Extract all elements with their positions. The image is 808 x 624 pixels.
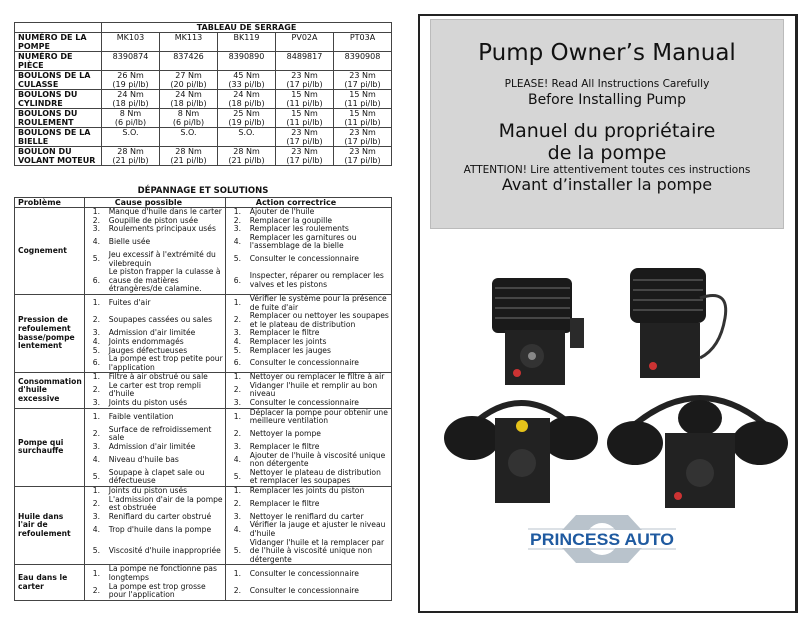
torque-value: S.O. <box>160 128 218 147</box>
action-number: 5. <box>225 539 248 565</box>
action-number: 2. <box>225 583 248 601</box>
action-number: 3. <box>233 442 241 452</box>
action-text: Nettoyer le plateau de distribution et remplacer les soupapes <box>248 469 392 487</box>
torque-value: 837426 <box>160 52 218 71</box>
troubleshooting-title: DÉPANNAGE ET SOLUTIONS <box>137 186 269 196</box>
action-text: Déplacer la pompe pour obtenir une meilleure ventilation <box>248 408 392 426</box>
cause-number: 3. <box>92 442 100 452</box>
action-number: 1. <box>225 408 248 426</box>
torque-row <box>15 52 392 71</box>
torque-value: 15 Nm (11 pi/lb) <box>334 109 392 128</box>
torque-value: 28 Nm (21 pi/lb) <box>160 147 218 166</box>
torque-value: S.O. <box>218 128 276 147</box>
action-text: Vidanger l'huile et remplir au bon niveau <box>248 382 392 399</box>
action-number: 4. <box>233 237 241 247</box>
cause-text: Bielle usée <box>107 234 226 251</box>
problem-label: Cognement <box>15 208 85 295</box>
cause-text: Le piston frapper la culasse à cause de matières étrangères/de calamine. <box>107 268 226 294</box>
torque-row <box>15 147 392 166</box>
cause-text: Viscosité d'huile inappropriée <box>107 539 226 565</box>
action-text: Remplacer le filtre <box>248 443 392 452</box>
torque-value: 25 Nm (19 pi/lb) <box>218 109 276 128</box>
header-cause: Cause possible <box>84 198 225 208</box>
action-number: 6. <box>225 268 248 294</box>
action-text: Ajouter de l'huile <box>248 208 392 217</box>
action-number: 5. <box>233 345 241 355</box>
torque-value: 15 Nm (11 pi/lb) <box>334 90 392 109</box>
action-text: Vérifier la jauge et ajuster le niveau d'huile <box>248 521 392 538</box>
action-text: Remplacer les roulements <box>248 225 392 234</box>
torque-value: 8390874 <box>102 52 160 71</box>
cause-text: Soupapes cassées ou sales <box>107 312 226 329</box>
torque-value: 15 Nm (11 pi/lb) <box>276 90 334 109</box>
action-number: 3. <box>233 511 241 521</box>
cause-text: Goupille de piston usée <box>107 217 226 226</box>
torque-value: 24 Nm (18 pi/lb) <box>102 90 160 109</box>
cause-text: Soupape à clapet sale ou défectueuse <box>107 469 226 487</box>
torque-value: 28 Nm (21 pi/lb) <box>218 147 276 166</box>
torque-value: 26 Nm (19 pi/lb) <box>102 71 160 90</box>
torque-row-label: BOULONS DE LA BIELLE <box>15 128 102 147</box>
cause-text: L'admission d'air de la pompe est obstruée <box>107 496 226 513</box>
torque-value: 45 Nm (33 pi/lb) <box>218 71 276 90</box>
torque-value: 23 Nm (17 pi/lb) <box>276 128 334 147</box>
cause-text: Faible ventilation <box>107 408 226 426</box>
action-text: Remplacer les joints <box>248 338 392 347</box>
cause-text: Admission d'air limitée <box>107 443 226 452</box>
cause-text: Trop d'huile dans la pompe <box>107 521 226 538</box>
torque-value: BK119 <box>218 33 276 52</box>
subtitle-english: Before Installing Pump <box>527 92 687 108</box>
action-text: Nettoyer la pompe <box>248 426 392 443</box>
action-number: 3. <box>225 399 248 408</box>
cause-number: 4. <box>92 336 100 346</box>
action-text: Vidanger l'huile et la remplacer par de l'huile à viscosité unique non détergente <box>248 539 392 565</box>
cause-number: 6. <box>84 268 107 294</box>
torque-value: 24 Nm (18 pi/lb) <box>218 90 276 109</box>
cause-number: 5. <box>84 539 107 565</box>
action-text: Vérifier le système pour la présence de fuite d'air <box>248 294 392 312</box>
cause-text: La pompe est trop grosse pour l'application <box>107 583 226 601</box>
torque-value: 28 Nm (21 pi/lb) <box>102 147 160 166</box>
pump-image-3 <box>444 403 598 503</box>
cover-title-box <box>430 19 784 229</box>
princess-auto-logo <box>528 513 676 565</box>
torque-value: 8 Nm (6 pi/lb) <box>102 109 160 128</box>
action-number: 1. <box>225 208 248 217</box>
cause-number: 2. <box>92 385 100 395</box>
action-number: 3. <box>233 328 241 338</box>
action-text: Remplacer ou nettoyer les soupapes et le plateau de distribution <box>248 312 392 329</box>
action-text: Remplacer les joints du piston <box>248 487 392 496</box>
cause-text: Joints du piston usés <box>107 487 226 496</box>
warning-english: PLEASE! Read All Instructions Carefully <box>504 78 710 90</box>
action-number: 3. <box>233 224 241 234</box>
cause-number: 2. <box>92 429 100 439</box>
torque-value: PT03A <box>334 33 392 52</box>
action-number: 4. <box>233 454 241 464</box>
cause-text: La pompe ne fonctionne pas longtemps <box>107 565 226 583</box>
cause-number: 3. <box>84 399 107 408</box>
action-number: 1. <box>225 487 248 496</box>
action-text: Consulter le concessionnaire <box>248 583 392 601</box>
action-text: Remplacer les jauges <box>248 347 392 356</box>
torque-value: 27 Nm (20 pi/lb) <box>160 71 218 90</box>
action-number: 1. <box>225 294 248 312</box>
problem-label: Eau dans le carter <box>15 565 85 600</box>
torque-value: 8390890 <box>218 52 276 71</box>
title-french-1: Manuel du propriétaire <box>498 120 716 142</box>
torque-value: MK113 <box>160 33 218 52</box>
cause-number: 1. <box>84 487 107 496</box>
torque-value: 23 Nm (17 pi/lb) <box>276 71 334 90</box>
action-number: 5. <box>233 254 241 264</box>
cause-text: Le carter est trop rempli d'huile <box>107 382 226 399</box>
cause-number: 6. <box>84 355 107 373</box>
action-text: Inspecter, réparer ou remplacer les valves et les pistons <box>248 268 392 294</box>
action-number: 4. <box>233 524 241 534</box>
action-text: Remplacer la goupille <box>248 217 392 226</box>
action-text: Nettoyer le reniflard du carter <box>248 513 392 522</box>
cause-text: Surface de refroidissement sale <box>107 426 226 443</box>
action-number: 2. <box>233 385 241 395</box>
action-text: Remplacer le filtre <box>248 329 392 338</box>
torque-value: 8390908 <box>334 52 392 71</box>
troubleshooting-row <box>15 208 392 217</box>
cause-text: Jeu excessif à l'extrémité du vilebrequin <box>107 251 226 268</box>
cause-number: 2. <box>84 583 107 601</box>
torque-value: 23 Nm (17 pi/lb) <box>334 147 392 166</box>
action-number: 2. <box>233 429 241 439</box>
cause-number: 4. <box>92 454 100 464</box>
torque-value: PV02A <box>276 33 334 52</box>
title-english: Pump Owner’s Manual <box>478 40 736 66</box>
cause-text: Joints endommagés <box>107 338 226 347</box>
torque-row-label: BOULON DU VOLANT MOTEUR <box>15 147 102 166</box>
cover-page <box>418 14 798 613</box>
cause-number: 4. <box>92 237 100 247</box>
warning-french: ATTENTION! Lire attentivement toutes ces instructions <box>463 164 751 176</box>
torque-table-title: TABLEAU DE SERRAGE <box>102 23 392 33</box>
action-number: 6. <box>225 355 248 373</box>
action-text: Consulter le concessionnaire <box>248 355 392 373</box>
torque-value: 23 Nm (17 pi/lb) <box>334 71 392 90</box>
action-text: Remplacer le filtre <box>248 496 392 513</box>
cause-text: Fuites d'air <box>107 294 226 312</box>
torque-row <box>15 109 392 128</box>
cause-text: Joints du piston usés <box>107 399 226 408</box>
cause-text: Manque d'huile dans le carter <box>107 208 226 217</box>
action-number: 4. <box>233 336 241 346</box>
title-french-2: de la pompe <box>547 142 667 164</box>
header-action: Action correctrice <box>225 198 391 208</box>
cause-number: 3. <box>92 224 100 234</box>
pump-image-1 <box>492 278 584 385</box>
troubleshooting-row <box>15 408 392 426</box>
torque-row-label: BOULONS DU CYLINDRE <box>15 90 102 109</box>
torque-row <box>15 90 392 109</box>
pump-photos <box>420 238 795 518</box>
cause-text: Admission d'air limitée <box>107 329 226 338</box>
cause-text: Filtre à air obstrué ou sale <box>107 373 226 382</box>
left-page <box>14 22 392 601</box>
action-text: Nettoyer ou remplacer le filtre à air <box>248 373 392 382</box>
action-text: Consulter le concessionnaire <box>248 565 392 583</box>
troubleshooting-row <box>15 294 392 312</box>
problem-label: Huile dans l'air de refoulement <box>15 487 85 565</box>
torque-value: MK103 <box>102 33 160 52</box>
cause-number: 2. <box>92 315 100 325</box>
cause-number: 1. <box>84 565 107 583</box>
action-number: 1. <box>225 373 248 382</box>
torque-value: 15 Nm (11 pi/lb) <box>276 109 334 128</box>
cause-number: 1. <box>84 408 107 426</box>
cause-number: 5. <box>92 254 100 264</box>
cause-number: 2. <box>92 215 100 225</box>
cause-text: Jauges défectueuses <box>107 347 226 356</box>
action-number: 2. <box>233 215 241 225</box>
action-number: 2. <box>233 315 241 325</box>
cause-number: 5. <box>84 469 107 487</box>
action-text: Consulter le concessionnaire <box>248 399 392 408</box>
action-text: Consulter le concessionnaire <box>248 251 392 268</box>
cause-text: La pompe est trop petite pour l'application <box>107 355 226 373</box>
cause-text: Niveau d'huile bas <box>107 452 226 469</box>
cause-number: 5. <box>92 345 100 355</box>
problem-label: Pression de refoulement basse/pompe lentement <box>15 294 85 372</box>
cause-number: 4. <box>92 524 100 534</box>
torque-value: 24 Nm (18 pi/lb) <box>160 90 218 109</box>
troubleshooting-table <box>14 197 392 601</box>
torque-row <box>15 128 392 147</box>
torque-value: 8489817 <box>276 52 334 71</box>
torque-value: 23 Nm (17 pi/lb) <box>334 128 392 147</box>
torque-row <box>15 33 392 52</box>
cause-number: 2. <box>92 498 100 508</box>
action-text: Ajouter de l'huile à viscosité unique non détergente <box>248 452 392 469</box>
torque-value: 8 Nm (6 pi/lb) <box>160 109 218 128</box>
cause-number: 1. <box>84 294 107 312</box>
pump-image-4 <box>607 398 788 508</box>
torque-row-label: NUMÉRO DE PIÈCE <box>15 52 102 71</box>
troubleshooting-row <box>15 565 392 583</box>
problem-label: Pompe qui surchauffe <box>15 408 85 486</box>
problem-label: Consommation d'huile excessive <box>15 373 85 408</box>
torque-table <box>14 22 392 166</box>
action-number: 1. <box>225 565 248 583</box>
action-number: 5. <box>225 469 248 487</box>
cause-number: 3. <box>92 328 100 338</box>
torque-row <box>15 71 392 90</box>
torque-row-label: BOULONS DU ROULEMENT <box>15 109 102 128</box>
subtitle-french: Avant d’installer la pompe <box>501 175 713 194</box>
torque-value: 23 Nm (17 pi/lb) <box>276 147 334 166</box>
action-text: Remplacer les garnitures ou l'assemblage de la bielle <box>248 234 392 251</box>
cause-number: 1. <box>84 208 107 217</box>
cause-number: 1. <box>84 373 107 382</box>
cause-number: 3. <box>92 511 100 521</box>
header-problem: Problème <box>15 198 85 208</box>
pump-image-2 <box>630 268 726 378</box>
torque-row-label: NUMÉRO DE LA POMPE <box>15 33 102 52</box>
cause-text: Roulements principaux usés <box>107 225 226 234</box>
action-number: 2. <box>233 498 241 508</box>
torque-row-label: BOULONS DE LA CULASSE <box>15 71 102 90</box>
svg-text:PRINCESS AUTO: PRINCESS AUTO <box>530 531 675 549</box>
torque-value: S.O. <box>102 128 160 147</box>
cause-text: Reniflard du carter obstrué <box>107 513 226 522</box>
